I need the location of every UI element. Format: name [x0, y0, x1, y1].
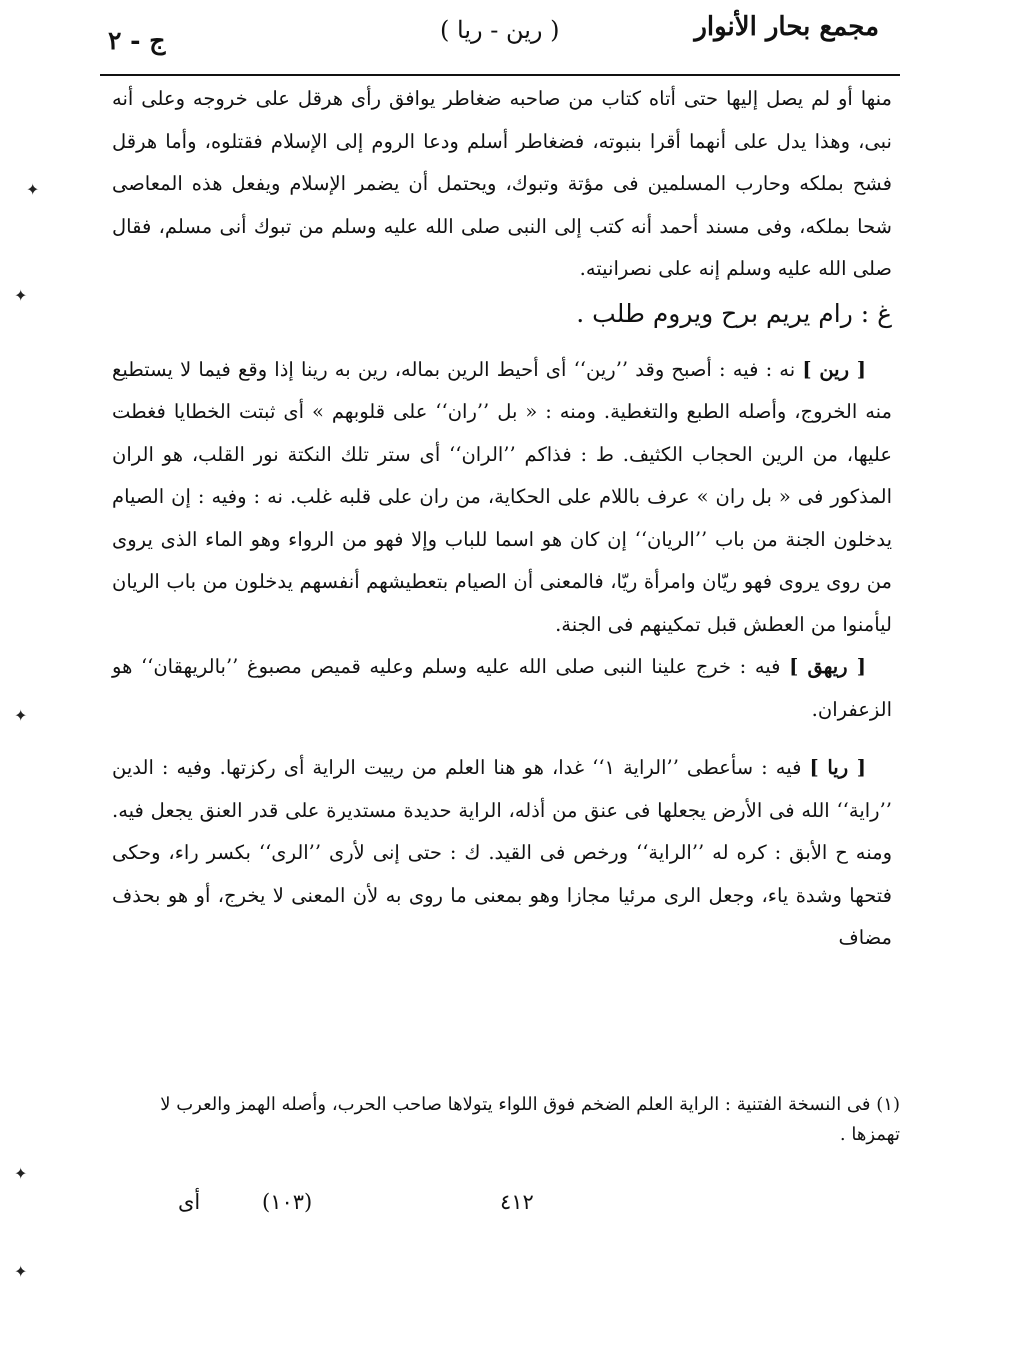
margin-cross-mark-icon: ✦ — [14, 286, 28, 305]
entry-head-rin: [ رين ] — [802, 357, 866, 381]
entry-head-rihaq: [ ريهق ] — [789, 655, 866, 678]
paragraph-ram: غ : رام يريم برح ويروم طلب . — [576, 298, 892, 328]
sheet-number: (١٠٣) — [262, 1190, 313, 1214]
entry-raya — [112, 747, 892, 960]
paragraph-heraclius: منها أو لم يصل إليها حتى أتاه كتاب من صاحبه ضغاطر يوافق رأى هرقل على خروجه وعلى أنه نبى، وهذا يدل على أنهما أقرا بنبوته، فضغاطر أسلم ودعا الروم إلى الإسلام فقتلوه، وأما هرقل فشح بملكه وحارب المسلمين فى مؤتة وتبوك، ويحتمل أن يضمر الإسلام ويفعل هذه المعاصى شحا بملكه، وفى مسند أحمد أنه كتب إلى النبى صلى الله عليه وسلم من تبوك أنى مسلم، فقال صلى الله عليه وسلم إنه على نصرانيته. — [112, 87, 892, 280]
margin-cross-mark-icon: ✦ — [14, 1262, 28, 1281]
entry-rihaq — [112, 646, 892, 731]
entry-body-rihaq: فيه : خرج علينا النبى صلى الله عليه وسلم وعليه قميص مصبوغ ’’بالريهقان‘‘ هو الزعفران. — [112, 655, 892, 721]
book-title: مجمع بحار الأنوار — [694, 12, 879, 42]
section-heading: ( رين - ريا ) — [440, 16, 560, 44]
volume-label: ج - ٢ — [108, 26, 166, 55]
entry-body-raya: فيه : سأعطى ’’الراية ١‘‘ غدا، هو هنا العلم من رييت الراية أى ركزتها. وفيه : الدين ’’راية‘‘ الله فى الأرض يجعلها فى عنق من أذله، الراية حديدة مستديرة على قدر العنق يجعل فيه. ومنه ح الأبق : كره له ’’الراية‘‘ ورخص فى القيد. ك : حتى إنى لأرى ’’الرى‘‘ بكسر راء، وحكى فتحها وشدة ياء، وجعل الرى مرئيا مجازا وهو بمعنى ما روى به لأن المعنى لا يخرج، أو هو بحذف مضاف — [112, 756, 892, 949]
margin-cross-mark-icon: ✦ — [14, 1164, 28, 1183]
entry-rin — [112, 349, 892, 647]
footnote-text: (١) فى النسخة الفتنية : الراية العلم الضخم فوق اللواء يتولاها صاحب الحرب، وأصله الهمز والعرب لا تهمزها . — [160, 1094, 900, 1145]
entry-body-rin: نه : فيه : أصبح وقد ’’رين‘‘ أى أحيط الرين بماله، رين به رينا إذا وقع فيما لا يستطيع منه الخروج، وأصله الطبع والتغطية. ومنه : « بل ’’ران‘‘ على قلوبهم » أى ثبتت الخطايا فغطت عليها، من الرين الحجاب الكثيف. ط : فذاكم ’’الران‘‘ أى ستر تلك النكتة نور القلب، هو الران المذكور فى « بل ران » عرف باللام على الحكاية، من ران على قلبه غلب. نه : وفيه : إن الصيام يدخلون الجنة من باب ’’الريان‘‘ إن كان هو اسما للباب وإلا فهو من الرواء وهو الماء الذى يروى من روى يروى فهو ريّان وامرأة ريّا، فالمعنى أن الصيام بتعطيشهم أنفسهم يدخلون من باب الريان ليأمنوا من العطش قبل تمكينهم فى الجنة. — [112, 357, 892, 636]
footnote-rule — [140, 1076, 900, 1077]
main-text — [112, 78, 892, 960]
entry-head-raya: [ ريا ] — [809, 756, 866, 779]
margin-cross-mark-icon: ✦ — [26, 180, 40, 199]
footnote — [130, 1090, 900, 1150]
header-rule — [100, 74, 900, 76]
catchword: أى — [178, 1190, 201, 1214]
page-number: ٤١٢ — [500, 1190, 534, 1214]
margin-cross-mark-icon: ✦ — [14, 706, 28, 725]
